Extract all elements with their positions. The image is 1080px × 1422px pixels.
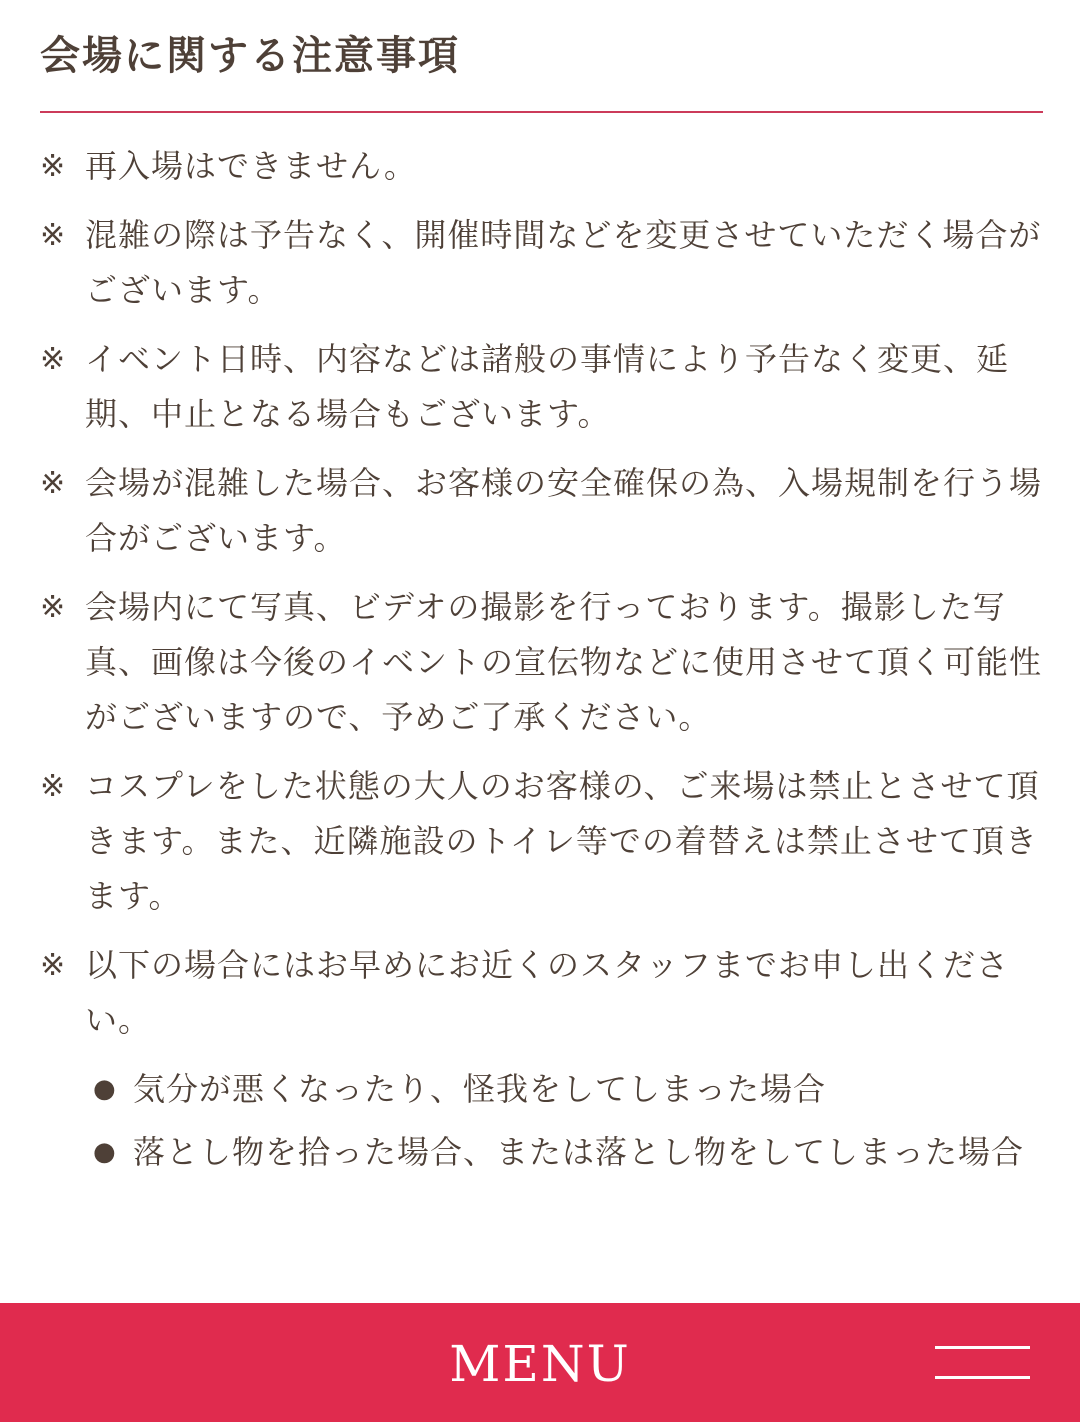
notice-text: 会場が混雑した場合、お客様の安全確保の為、入場規制を行う場合がございます。 bbox=[85, 464, 1043, 557]
notice-item bbox=[40, 208, 1043, 318]
hamburger-icon[interactable] bbox=[935, 1346, 1030, 1380]
case-text: 気分が悪くなったり、怪我をしてしまった場合 bbox=[133, 1070, 827, 1108]
title-divider bbox=[40, 111, 1043, 113]
reference-mark: ※ bbox=[40, 466, 66, 501]
venue-notice-section bbox=[40, 0, 1043, 1171]
notice-item bbox=[40, 332, 1043, 442]
hamburger-bar bbox=[935, 1376, 1030, 1379]
notice-item bbox=[40, 580, 1043, 745]
reference-mark: ※ bbox=[40, 590, 66, 625]
menu-label: MENU bbox=[449, 1335, 631, 1393]
reference-mark: ※ bbox=[40, 218, 66, 253]
reference-mark: ※ bbox=[40, 149, 66, 184]
notice-text: 会場内にて写真、ビデオの撮影を行っております。撮影した写真、画像は今後のイベントの宣伝物などに使用させて頂く可能性がございますので、予めご了承ください。 bbox=[85, 588, 1043, 736]
menu-button[interactable] bbox=[0, 1303, 1080, 1422]
bullet-icon: ● bbox=[93, 1074, 116, 1104]
case-item bbox=[85, 1125, 1043, 1180]
staff-contact-cases bbox=[85, 1062, 1043, 1180]
case-item bbox=[85, 1062, 1043, 1117]
notice-text: コスプレをした状態の大人のお客様の、ご来場は禁止とさせて頂きます。また、近隣施設のトイレ等での着替えは禁止させて頂きます。 bbox=[85, 767, 1040, 915]
notice-item bbox=[40, 139, 1043, 194]
reference-mark: ※ bbox=[40, 769, 66, 804]
hamburger-bar bbox=[935, 1346, 1030, 1349]
notice-text: 混雑の際は予告なく、開催時間などを変更させていただく場合がございます。 bbox=[85, 216, 1042, 309]
reference-mark: ※ bbox=[40, 948, 66, 983]
notice-item bbox=[40, 938, 1043, 1188]
notice-text: 以下の場合にはお早めにお近くのスタッフまでお申し出ください。 bbox=[85, 946, 1010, 1039]
reference-mark: ※ bbox=[40, 342, 66, 377]
section-title: 会場に関する注意事項 bbox=[40, 33, 460, 79]
notice-text: イベント日時、内容などは諸般の事情により予告なく変更、延期、中止となる場合もございます。 bbox=[85, 340, 1010, 433]
notice-item bbox=[40, 759, 1043, 924]
bullet-icon: ● bbox=[93, 1137, 116, 1167]
notice-list bbox=[40, 139, 1043, 1202]
notice-item bbox=[40, 456, 1043, 566]
case-text: 落とし物を拾った場合、または落とし物をしてしまった場合 bbox=[133, 1133, 1025, 1171]
notice-text: 再入場はできません。 bbox=[85, 147, 417, 185]
